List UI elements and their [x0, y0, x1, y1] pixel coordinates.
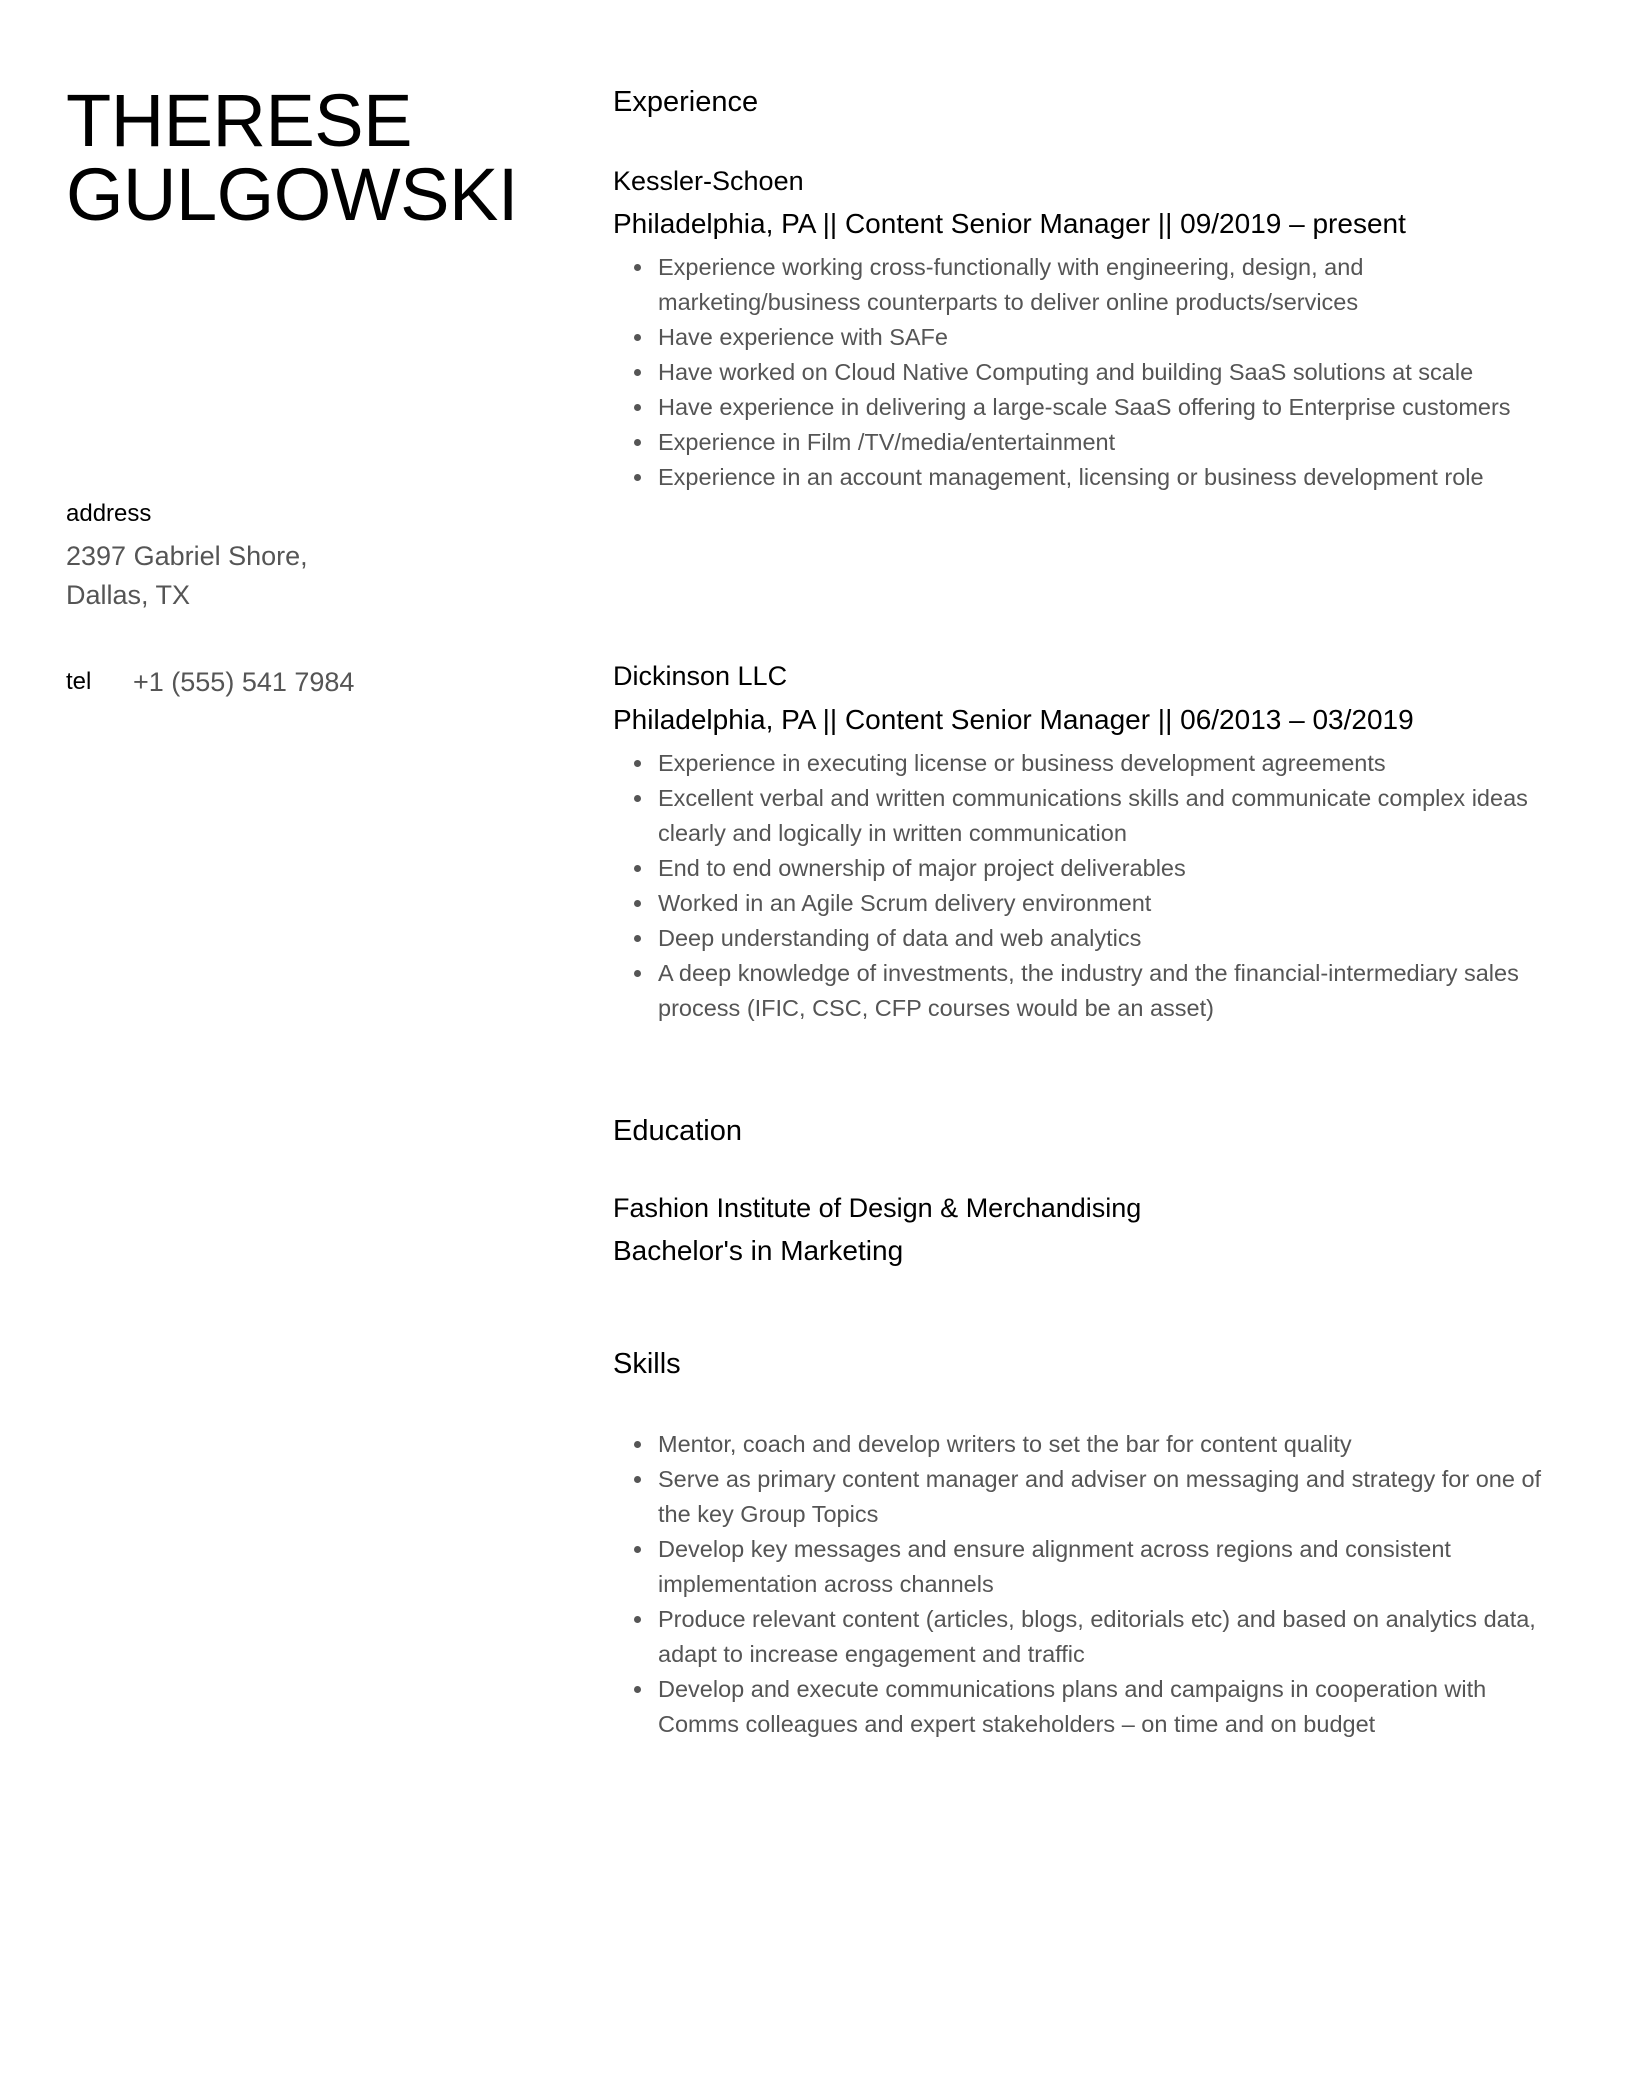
experience-heading: Experience: [613, 86, 759, 118]
candidate-name: [66, 79, 518, 236]
job-meta: Philadelphia, PA || Content Senior Manager || 06/2013 – 03/2019: [613, 704, 1414, 735]
list-item: Develop key messages and ensure alignment across regions and consistent implementation across channels: [658, 1532, 1558, 1602]
first-name: THERESE: [66, 79, 413, 162]
list-item: Experience in executing license or business development agreements: [658, 746, 1558, 781]
last-name: GULGOWSKI: [66, 153, 518, 236]
list-item: Excellent verbal and written communications skills and communicate complex ideas clearly and logically in written communication: [658, 781, 1558, 851]
job-meta: Philadelphia, PA || Content Senior Manager || 09/2019 – present: [613, 208, 1406, 239]
list-item: Worked in an Agile Scrum delivery environment: [658, 886, 1558, 921]
list-item: Experience in an account management, licensing or business development role: [658, 460, 1558, 495]
address-line-2: Dallas, TX: [66, 580, 191, 610]
list-item: Mentor, coach and develop writers to set the bar for content quality: [658, 1427, 1558, 1462]
address-label: address: [66, 500, 152, 527]
list-item: Have experience in delivering a large-scale SaaS offering to Enterprise customers: [658, 390, 1558, 425]
list-item: End to end ownership of major project deliverables: [658, 851, 1558, 886]
list-item: Produce relevant content (articles, blogs, editorials etc) and based on analytics data, adapt to increase engagement and traffic: [658, 1602, 1558, 1672]
job-company: Kessler-Schoen: [613, 166, 804, 196]
list-item: Experience in Film /TV/media/entertainment: [658, 425, 1558, 460]
education-school: Fashion Institute of Design & Merchandising: [613, 1193, 1142, 1223]
education-heading: Education: [613, 1115, 742, 1147]
list-item: Have experience with SAFe: [658, 320, 1558, 355]
list-item: Deep understanding of data and web analytics: [658, 921, 1558, 956]
skills-list: [613, 1427, 1558, 1742]
list-item: Experience working cross-functionally with engineering, design, and marketing/business counterparts to deliver online products/services: [658, 250, 1558, 320]
job-company: Dickinson LLC: [613, 661, 788, 691]
job-bullets: [613, 250, 1558, 495]
tel-value: +1 (555) 541 7984: [133, 667, 355, 697]
list-item: Serve as primary content manager and adviser on messaging and strategy for one of the key Group Topics: [658, 1462, 1558, 1532]
education-degree: Bachelor's in Marketing: [613, 1235, 904, 1266]
list-item: A deep knowledge of investments, the industry and the financial-intermediary sales process (IFIC, CSC, CFP courses would be an asset): [658, 956, 1558, 1026]
address-line-1: 2397 Gabriel Shore,: [66, 541, 308, 571]
address-value: [66, 537, 308, 615]
list-item: Develop and execute communications plans and campaigns in cooperation with Comms colleagues and expert stakeholders – on time and on budget: [658, 1672, 1558, 1742]
job-bullets: [613, 746, 1558, 1026]
tel-label: tel: [66, 668, 92, 695]
list-item: Have worked on Cloud Native Computing and building SaaS solutions at scale: [658, 355, 1558, 390]
skills-heading: Skills: [613, 1348, 681, 1380]
